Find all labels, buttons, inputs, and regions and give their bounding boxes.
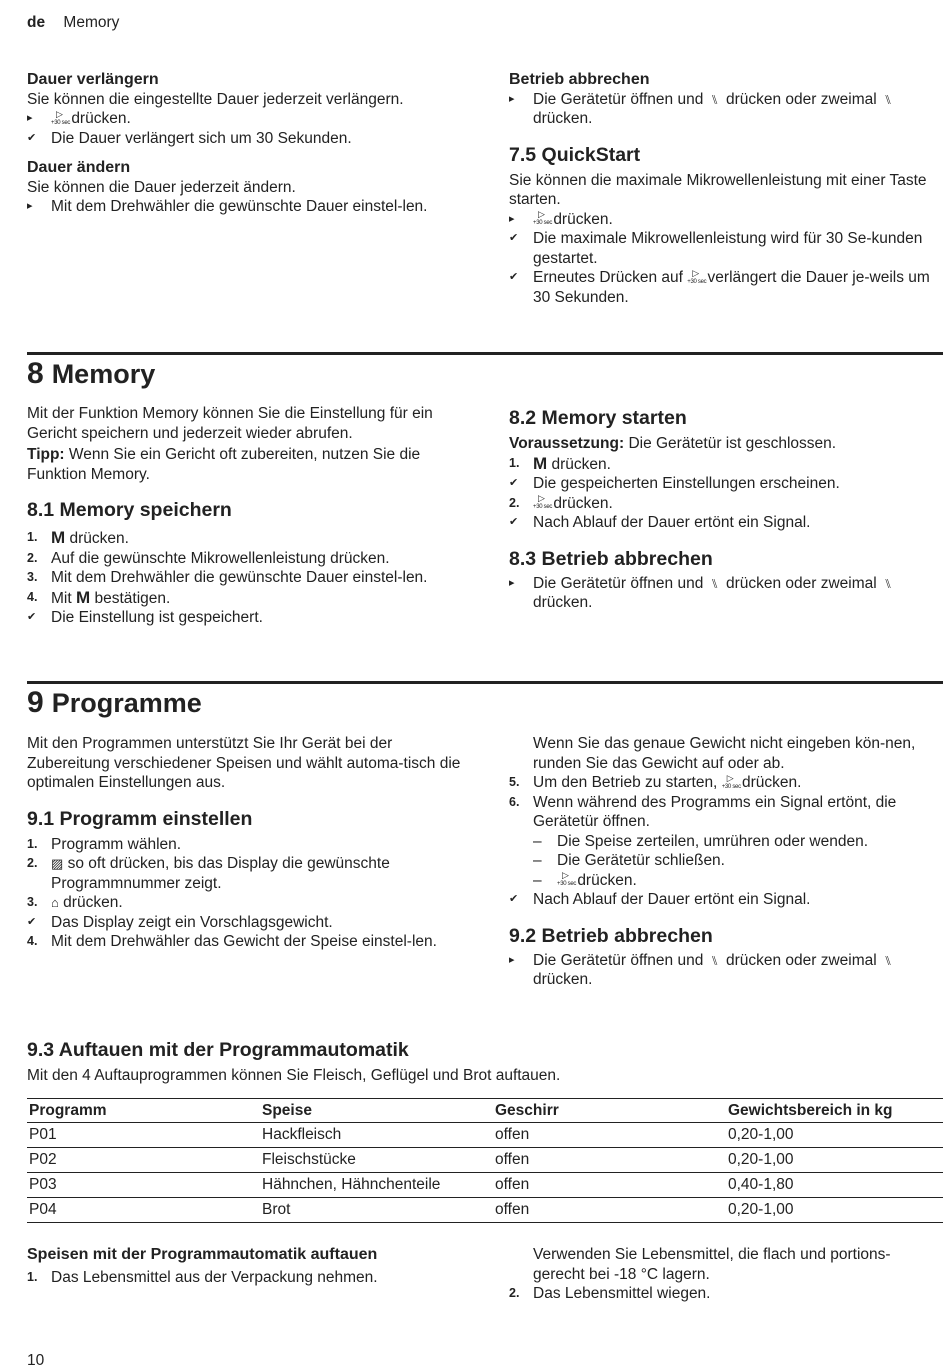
- start-result-2: ✔ Nach Ablauf der Dauer ertönt ein Signal.: [509, 514, 811, 531]
- arrow-marker: ▸: [509, 576, 515, 589]
- table-cell: offen: [493, 1148, 726, 1173]
- program-cancel-step: ▸ Die Gerätetür öffnen und ⑊ drücken oder zweimal ⑊ drücken.: [509, 951, 941, 990]
- start-30sec-icon: ▷ +30 sec: [557, 870, 577, 888]
- auto-step-1-note: Verwenden Sie Lebensmittel, die flach und portions-gerecht bei -18 °C lagern.: [533, 1246, 891, 1283]
- start-30sec-icon: ▷ +30 sec: [533, 493, 553, 511]
- memory-cancel-title: 8.3 Betrieb abbrechen: [509, 547, 713, 570]
- memory-icon: M: [51, 528, 66, 547]
- arrow-marker: ▸: [509, 92, 515, 105]
- chapter-8-heading: [27, 358, 155, 390]
- table-cell: Fleischstücke: [260, 1148, 493, 1173]
- quickstart-intro: Sie können die maximale Mikrowellenleistung mit einer Taste starten.: [509, 171, 927, 208]
- table-cell: P01: [27, 1123, 260, 1148]
- set-step-2: 2. ▨ so oft drücken, bis das Display die gewünschte Programmnummer zeigt.: [27, 855, 390, 892]
- s7-right-column: [509, 70, 941, 307]
- header-title: Memory: [63, 14, 120, 31]
- check-marker: ✔: [509, 893, 519, 905]
- memory-icon: M: [75, 587, 91, 607]
- s9-right-column: [509, 734, 941, 990]
- quickstart-result-2: ✔ Erneutes Drücken auf ▷ +30 sec verlängert die Dauer je-weils um 30 Sekunden.: [509, 267, 930, 306]
- check-marker: ✔: [509, 516, 519, 528]
- memory-cancel-step: ▸ Die Gerätetür öffnen und ⑊ drücken oder zweimal ⑊ drücken.: [509, 574, 941, 613]
- tip-text: Wenn Sie ein Gericht oft zubereiten, nutzen Sie die Funktion Memory.: [27, 446, 421, 483]
- stop-icon: ⑊: [710, 575, 719, 591]
- chapter-9-rule: [27, 681, 943, 684]
- save-step-2: 2. Auf die gewünschte Mikrowellenleistung drücken.: [27, 549, 390, 567]
- table-header-row: [27, 1098, 943, 1123]
- table-cell: 0,40-1,80: [726, 1173, 943, 1198]
- table-row: [27, 1123, 943, 1148]
- memory-start-title: 8.2 Memory starten: [509, 407, 687, 429]
- arrow-marker: ▸: [509, 953, 515, 966]
- stop-icon: ⑊: [710, 91, 719, 107]
- prereq-label: Voraussetzung:: [509, 435, 625, 452]
- start-30sec-icon: ▷ +30 sec: [687, 267, 707, 285]
- start-step-2: 2. ▷ +30 sec drücken.: [509, 493, 613, 512]
- set-substep-1: – Die Speise zerteilen, umrühren oder wenden.: [533, 832, 869, 850]
- chapter-number: 8: [27, 357, 44, 390]
- start-30sec-icon: ▷ +30 sec: [721, 772, 741, 790]
- table-cell: 0,20-1,00: [726, 1148, 943, 1173]
- quickstart-step: ▸ ▷ +30 sec drücken.: [509, 209, 613, 228]
- table-cell: offen: [493, 1173, 726, 1198]
- stop-icon: ⑊: [884, 575, 892, 591]
- defrost-intro: Mit den 4 Auftauprogrammen können Sie Fleisch, Geflügel und Brot auftauen.: [27, 1067, 561, 1084]
- defrost-section: [27, 1038, 943, 1223]
- set-substep-3: – ▷ +30 sec drücken.: [533, 870, 637, 889]
- table-cell: Brot: [260, 1198, 493, 1223]
- check-marker: ✔: [27, 131, 37, 144]
- table-header: Programm: [27, 1098, 260, 1123]
- arrow-marker: ▸: [27, 200, 33, 212]
- quickstart-title: 7.5 QuickStart: [509, 143, 641, 166]
- table-row: [27, 1173, 943, 1198]
- table-cell: offen: [493, 1198, 726, 1223]
- stop-icon: ⑊: [884, 91, 892, 107]
- cancel-title: Betrieb abbrechen: [509, 71, 650, 88]
- s7-left-column: [27, 70, 457, 217]
- defrost-table: [27, 1098, 943, 1224]
- stop-icon: ⑊: [884, 952, 892, 968]
- arrow-marker: ▸: [27, 112, 33, 124]
- start-step-1: 1. M drücken.: [509, 453, 611, 473]
- auto-step-1: 1. Das Lebensmittel aus der Verpackung nehmen.: [27, 1268, 378, 1286]
- chapter-number: 9: [27, 686, 44, 719]
- check-marker: ✔: [509, 271, 519, 283]
- quickstart-result-1: ✔ Die maximale Mikrowellenleistung wird für 30 Se-kunden gestartet.: [509, 230, 923, 267]
- auto-defrost-title: Speisen mit der Programmautomatik auftauen: [27, 1246, 378, 1263]
- table-header: Geschirr: [493, 1098, 726, 1123]
- memory-tip: [27, 445, 461, 484]
- weight-icon: ⌂: [51, 895, 59, 911]
- change-intro: Sie können die Dauer jederzeit ändern.: [27, 178, 296, 196]
- set-step-4-note: Wenn Sie das genaue Gewicht nicht eingeben kön-nen, runden Sie das Gewicht auf oder ab.: [533, 735, 916, 772]
- change-step: ▸ Mit dem Drehwähler die gewünschte Dauer einstel-len.: [27, 198, 428, 215]
- start-result-1: ✔ Die gespeicherten Einstellungen erscheinen.: [509, 475, 840, 492]
- table-cell: P02: [27, 1148, 260, 1173]
- set-step-3: 3. ⌂ drücken.: [27, 894, 123, 911]
- extend-step: ▸ ▷ +30 sec drücken.: [27, 108, 131, 127]
- set-step-4: 4. Mit dem Drehwähler das Gewicht der Speise einstel-len.: [27, 933, 437, 950]
- save-step-4: 4. Mit M bestätigen.: [27, 587, 171, 607]
- table-header: Speise: [260, 1098, 493, 1123]
- defrost-title: 9.3 Auftauen mit der Programmautomatik: [27, 1039, 409, 1061]
- start-30sec-icon: ▷ +30 sec: [533, 209, 553, 227]
- table-cell: Hähnchen, Hähnchenteile: [260, 1173, 493, 1198]
- memory-icon: M: [533, 453, 548, 473]
- auto-left-column: [27, 1245, 461, 1287]
- save-result: ✔ Die Einstellung ist gespeichert.: [27, 609, 263, 626]
- set-result-2: ✔ Nach Ablauf der Dauer ertönt ein Signal.: [509, 891, 811, 908]
- table-cell: P03: [27, 1173, 260, 1198]
- program-set-title: 9.1 Programm einstellen: [27, 807, 253, 830]
- table-row: [27, 1198, 943, 1223]
- memory-intro: Mit der Funktion Memory können Sie die Einstellung für ein Gericht speichern und jederzeit wieder abrufen.: [27, 405, 433, 442]
- check-marker: ✔: [509, 232, 519, 244]
- auto-step-2: 2. Das Lebensmittel wiegen.: [509, 1285, 711, 1302]
- chapter-8-rule: [27, 352, 943, 355]
- page-number: 10: [27, 1352, 45, 1369]
- page-header: [27, 13, 119, 33]
- table-cell: P04: [27, 1198, 260, 1223]
- s8-left-column: [27, 404, 461, 628]
- set-step-6: 6. Wenn während des Programms ein Signal ertönt, die Gerätetür öffnen.: [509, 793, 897, 830]
- table-cell: 0,20-1,00: [726, 1123, 943, 1148]
- save-step-3: 3. Mit dem Drehwähler die gewünschte Dauer einstel-len.: [27, 569, 428, 586]
- tip-label: Tipp:: [27, 446, 65, 463]
- s8-right-column: [509, 406, 941, 613]
- table-row: [27, 1148, 943, 1173]
- stop-icon: ⑊: [710, 952, 719, 968]
- table-cell: Hackfleisch: [260, 1123, 493, 1148]
- start-30sec-icon: ▷ +30 sec: [51, 108, 71, 126]
- language-tag: de: [27, 14, 46, 31]
- program-cancel-title: 9.2 Betrieb abbrechen: [509, 924, 713, 947]
- set-result-1: ✔ Das Display zeigt ein Vorschlagsgewicht.: [27, 913, 333, 931]
- programs-intro: Mit den Programmen unterstützt Sie Ihr Gerät bei der Zubereitung verschiedener Speisen und wählt automa-tisch die optimalen Einstellungen aus.: [27, 735, 461, 791]
- check-marker: ✔: [509, 477, 519, 489]
- table-header: Gewichtsbereich in kg: [726, 1098, 943, 1123]
- cancel-step: ▸ Die Gerätetür öffnen und ⑊ drücken oder zweimal ⑊ drücken.: [509, 90, 941, 129]
- memory-prereq: [509, 434, 941, 454]
- set-step-1: 1. Programm wählen.: [27, 835, 182, 853]
- set-substep-2: – Die Gerätetür schließen.: [533, 852, 725, 869]
- auto-right-column: [509, 1245, 941, 1304]
- set-step-5: 5. Um den Betrieb zu starten, ▷ +30 sec drücken.: [509, 772, 802, 791]
- chapter-9-heading: [27, 687, 202, 719]
- prereq-text: Die Gerätetür ist geschlossen.: [628, 435, 837, 452]
- table-cell: offen: [493, 1123, 726, 1148]
- extend-title: Dauer verlängern: [27, 71, 159, 88]
- check-marker: ✔: [27, 915, 37, 928]
- memory-save-title: 8.1 Memory speichern: [27, 499, 232, 521]
- chapter-title: Programme: [51, 688, 202, 718]
- table-cell: 0,20-1,00: [726, 1198, 943, 1223]
- check-marker: ✔: [27, 611, 37, 623]
- s9-left-column: [27, 734, 461, 952]
- change-title: Dauer ändern: [27, 159, 131, 176]
- program-icon: ▨: [51, 856, 64, 872]
- arrow-marker: ▸: [509, 212, 515, 225]
- extend-result: ✔ Die Dauer verlängert sich um 30 Sekunden.: [27, 129, 352, 147]
- extend-intro: Sie können die eingestellte Dauer jederzeit verlängern.: [27, 90, 404, 108]
- chapter-title: Memory: [51, 359, 156, 389]
- save-step-1: 1. M drücken.: [27, 528, 129, 547]
